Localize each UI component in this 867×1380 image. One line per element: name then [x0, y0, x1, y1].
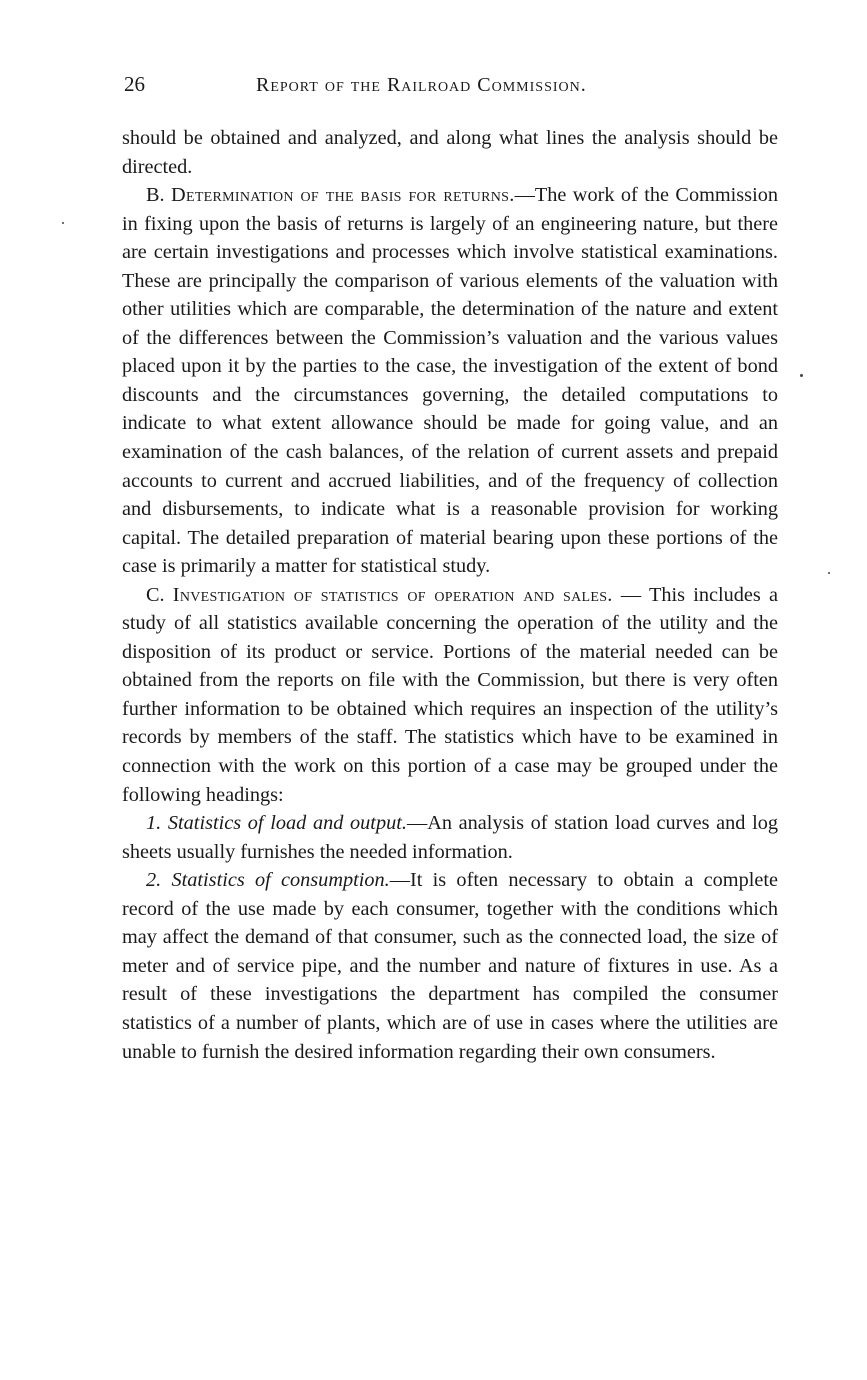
heading-dash: — — [389, 869, 411, 892]
paragraph-text: The work of the Commission in fixing upon the basis of returns is largely of an engineering nature, but there are certain investigations and processes which involve statistical examinations. These are principally the comparison of various elements of the valuation with other utilities which are comparable, the determination of the nature and extent of the differences between the Commission’s valuation and the various values placed upon it by the parties to the case, the investigation of the extent of bond discounts and the circumstances governing, the detailed computations to indicate to what extent allowance should be made for going value, and an examination of the cash balances, of the relation of current assets and prepaid accounts to current and accrued liabilities, and of the frequency of collection and disbursements, to indicate what is a reasonable provision for working capital. The detailed preparation of material bearing upon these portions of the case is primarily a matter for statistical study. — [122, 184, 778, 578]
item-heading: Statistics of load and output. — [167, 812, 407, 835]
paragraph-text: It is often necessary to obtain a complete record of the use made by each consumer, together with the conditions which may affect the demand of that consumer, such as the connected load, the size of meter and of service pipe, and the number and nature of fixtures in use. As a result of these investigations the department has compiled the consumer statistics of a number of plants, which are of use in cases where the utilities are unable to furnish the desired information regarding their own consumers. — [122, 869, 778, 1063]
paragraph-operation-and-sales — [122, 581, 778, 809]
section-heading: Investigation of statistics of operation and sales. — [172, 583, 613, 606]
heading-dash: — — [406, 812, 428, 835]
item-heading: Statistics of consumption. — [171, 869, 390, 892]
print-speck — [62, 222, 64, 224]
heading-dash: — — [612, 583, 642, 606]
paragraph-consumption — [122, 866, 778, 1066]
item-number: 2. — [146, 869, 162, 892]
page-header — [122, 70, 778, 106]
paragraph-basis-for-returns — [122, 181, 778, 581]
document-page — [122, 70, 778, 1066]
body-text — [122, 124, 778, 1066]
paragraph-load-and-output — [122, 809, 778, 866]
paragraph-text: An analysis of station load curves and log sheets usually furnishes the needed information. — [122, 812, 778, 863]
section-label: C. — [146, 583, 165, 606]
paragraph-text: This includes a study of all statistics available concerning the operation of the utility and the disposition of its product or service. Portions of the material needed can be obtained from the reports on file with the Commission, but there is very often further information to be obtained which requires an inspection of the utility’s records by members of the staff. The statistics which have to be examined in connection with the work on this portion of a case may be grouped under the following headings: — [122, 583, 778, 806]
section-label: B. — [146, 184, 165, 207]
paragraph-continuation — [122, 124, 778, 181]
heading-dash: — — [514, 184, 535, 207]
print-speck — [800, 374, 803, 377]
item-number: 1. — [146, 812, 162, 835]
print-speck — [828, 572, 830, 574]
paragraph-text: should be obtained and analyzed, and along what lines the analysis should be directed. — [122, 127, 778, 178]
running-head: Report of the Railroad Commission. — [256, 74, 587, 96]
page-number: 26 — [124, 72, 145, 96]
section-heading: Determination of the basis for returns. — [171, 184, 515, 207]
